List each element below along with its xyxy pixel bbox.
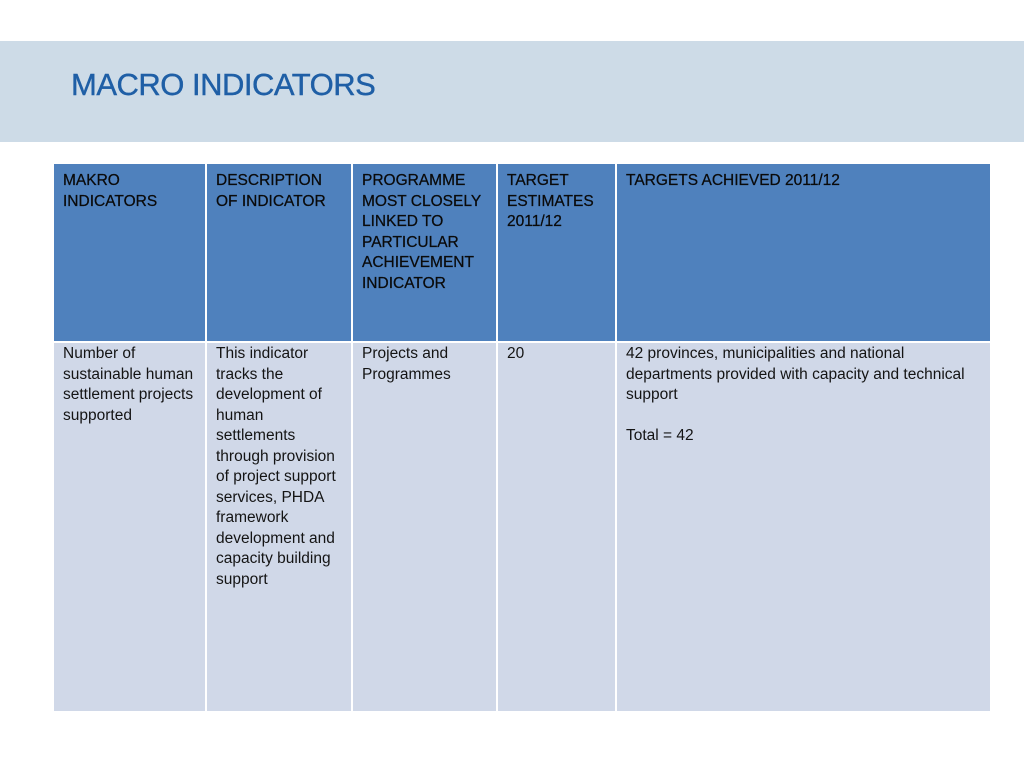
cell-programme: Projects and Programmes [352,342,497,712]
spacer [626,406,982,427]
cell-description: This indicator tracks the development of human settlements through provision of project support services, PHDA framework development and capacity building support [206,342,352,712]
cell-targets-achieved [616,342,991,712]
indicators-table [52,162,992,713]
header-targets-achieved: TARGETS ACHIEVED 2011/12 [616,163,991,342]
cell-macro-indicator: Number of sustainable human settlement projects supported [53,342,206,712]
header-programme-linked: PROGRAMME MOST CLOSELY LINKED TO PARTICULAR ACHIEVEMENT INDICATOR [352,163,497,342]
slide-title: MACRO INDICATORS [71,67,376,102]
header-makro-indicators: MAKRO INDICATORS [53,163,206,342]
header-target-estimates: TARGET ESTIMATES 2011/12 [497,163,616,342]
table-row [53,342,991,712]
table-header-row [53,163,991,342]
achieved-detail: 42 provinces, municipalities and national departments provided with capacity and technical support [626,345,965,403]
header-description-of-indicator: DESCRIPTION OF INDICATOR [206,163,352,342]
achieved-total: Total = 42 [626,427,694,444]
cell-target-estimate: 20 [497,342,616,712]
